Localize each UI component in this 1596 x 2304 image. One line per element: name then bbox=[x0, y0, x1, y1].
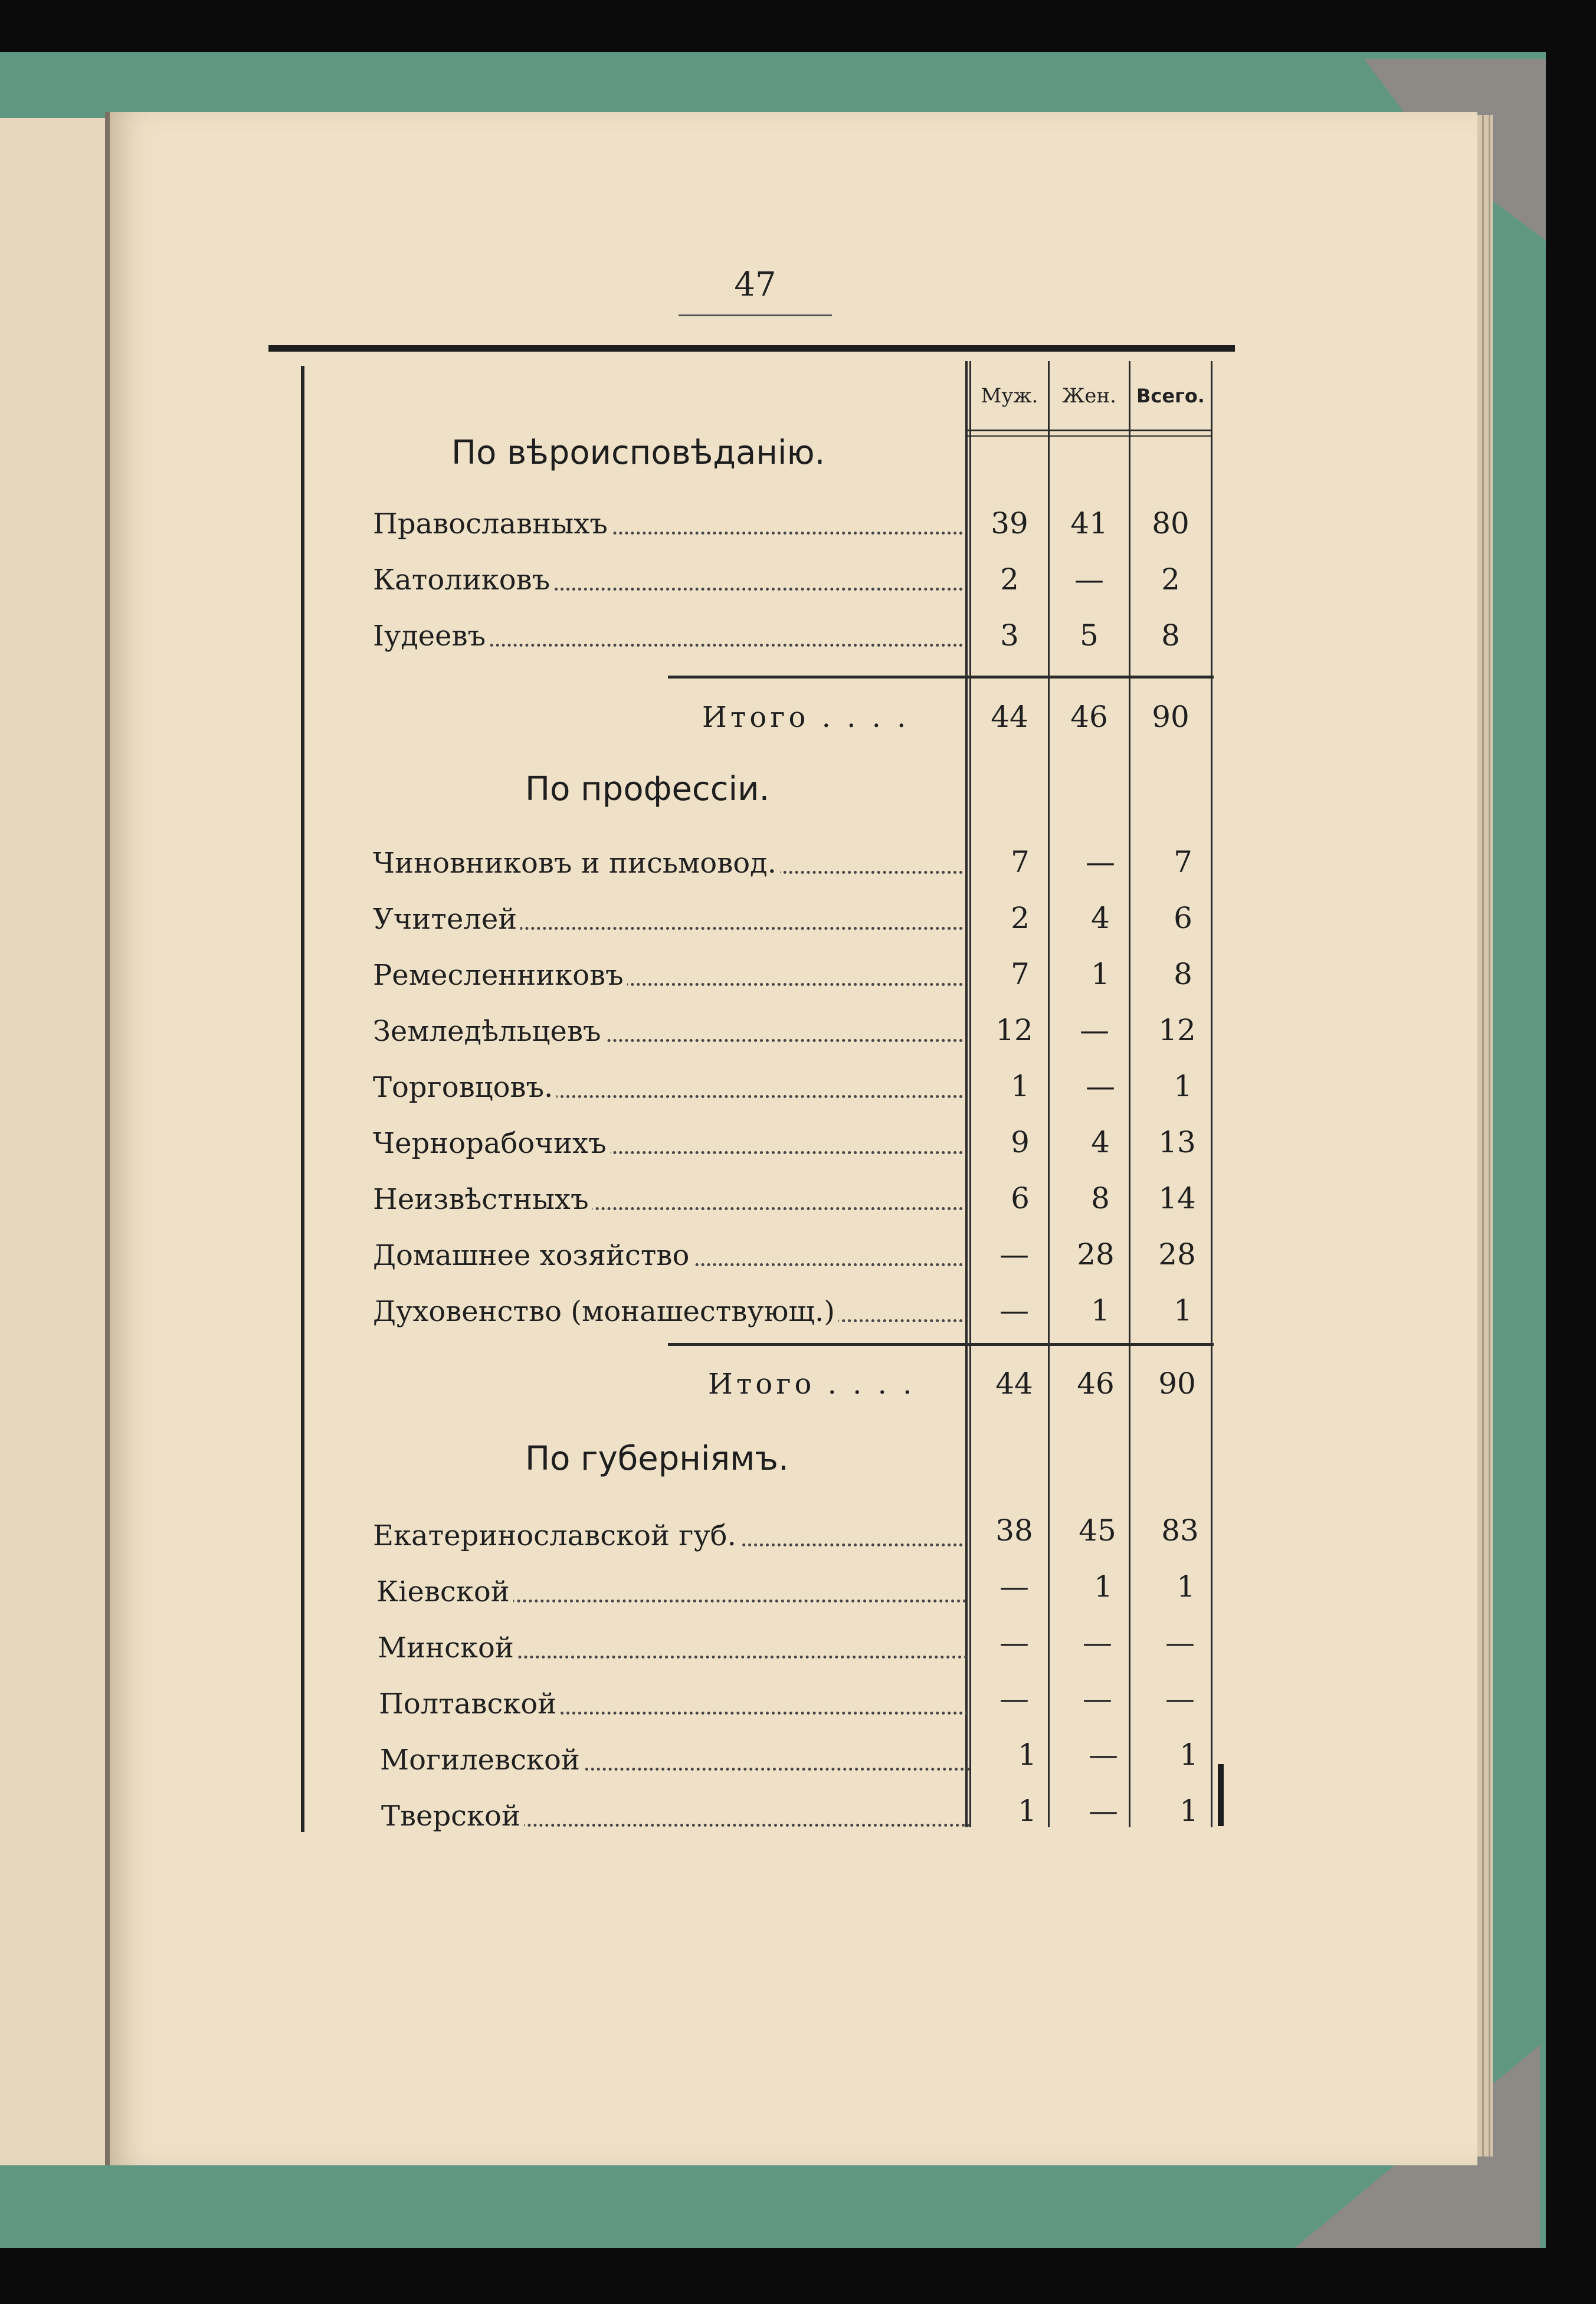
table-cell: 1 bbox=[1091, 957, 1110, 991]
table-cell: 1 bbox=[1174, 1293, 1192, 1328]
table-cell: — bbox=[999, 1569, 1029, 1604]
table-row-label: Минской bbox=[378, 1631, 968, 1664]
table-row-label: Ремесленниковъ bbox=[373, 959, 963, 992]
section-title-provinces: По губерніямъ. bbox=[525, 1440, 789, 1478]
total-cell: 44 bbox=[991, 700, 1028, 734]
table-cell: 2 bbox=[1000, 562, 1019, 597]
table-cell: 5 bbox=[1080, 618, 1099, 653]
table-cell: 12 bbox=[995, 1013, 1033, 1047]
table-row-label: Земледѣльцевъ bbox=[373, 1015, 963, 1048]
total-row-label: Итого . . . . bbox=[702, 701, 910, 734]
table-cell: — bbox=[1086, 845, 1115, 879]
table-cell: 1 bbox=[1174, 1069, 1192, 1103]
table-top-rule bbox=[268, 345, 1235, 352]
table-cell: — bbox=[1083, 1682, 1112, 1716]
table-cell: 1 bbox=[1018, 1794, 1037, 1828]
total-cell: 46 bbox=[1077, 1366, 1115, 1401]
table-cell: 1 bbox=[1179, 1738, 1198, 1772]
table-cell: — bbox=[1089, 1738, 1118, 1772]
table-cell: 7 bbox=[1174, 845, 1192, 879]
section-title-profession: По профессіи. bbox=[525, 770, 770, 808]
table-cell: 28 bbox=[1158, 1237, 1196, 1271]
facing-page bbox=[0, 118, 116, 2165]
table-cell: 39 bbox=[991, 506, 1028, 540]
table-cell: 83 bbox=[1161, 1513, 1199, 1548]
table-row-label: Торговцовъ. bbox=[373, 1071, 963, 1104]
table-cell: — bbox=[999, 1625, 1029, 1660]
total-cell: 90 bbox=[1152, 700, 1189, 734]
table-row-label: Полтавской bbox=[379, 1687, 969, 1720]
table-cell: 80 bbox=[1152, 506, 1189, 540]
table-cell: 1 bbox=[1176, 1569, 1195, 1604]
table-cell: — bbox=[999, 1682, 1029, 1716]
table-cell: 1 bbox=[1179, 1794, 1198, 1828]
table-cell: — bbox=[1080, 1013, 1109, 1047]
header-rule bbox=[968, 435, 1212, 437]
table-row-label: Екатеринославской губ. bbox=[373, 1519, 963, 1552]
column-header-total: Всего. bbox=[1136, 385, 1205, 407]
table-row-label: Католиковъ bbox=[373, 563, 963, 597]
table-cell: 3 bbox=[1000, 618, 1019, 653]
column-header-male: Муж. bbox=[981, 384, 1038, 408]
subtotal-rule bbox=[668, 676, 1214, 679]
total-cell: 90 bbox=[1158, 1366, 1196, 1401]
table-cell: 1 bbox=[1094, 1569, 1113, 1604]
table-left-border bbox=[301, 366, 304, 1832]
table-row-label: Могилевской bbox=[380, 1743, 970, 1777]
column-header-female: Жен. bbox=[1062, 384, 1116, 408]
table-cell: 1 bbox=[1018, 1738, 1037, 1772]
table-cell: — bbox=[1074, 562, 1104, 597]
table-cell: 8 bbox=[1161, 618, 1180, 653]
total-row-label: Итого . . . . bbox=[708, 1368, 916, 1401]
table-cell: 7 bbox=[1011, 845, 1030, 879]
table-cell: — bbox=[999, 1237, 1029, 1271]
table-row-label: Чиновниковъ и письмовод. bbox=[373, 847, 963, 880]
page-number: 47 bbox=[734, 266, 776, 304]
table-row-label: Кіевской bbox=[376, 1575, 966, 1608]
table-row-label: Тверской bbox=[381, 1800, 971, 1833]
table-row-label: Неизвѣстныхъ bbox=[373, 1183, 963, 1216]
table-cell: 1 bbox=[1011, 1069, 1030, 1103]
table-cell: 12 bbox=[1158, 1013, 1196, 1047]
table-cell: 4 bbox=[1091, 1125, 1110, 1159]
table-cell: — bbox=[1083, 1625, 1112, 1660]
table-cell: 9 bbox=[1011, 1125, 1030, 1159]
table-cell: — bbox=[999, 1293, 1029, 1328]
table-row-label: Духовенство (монашествующ.) bbox=[373, 1295, 963, 1328]
table-cell: 38 bbox=[995, 1513, 1033, 1548]
page-number-rule bbox=[679, 314, 832, 316]
table-cell: 4 bbox=[1091, 901, 1110, 935]
table-cell: 8 bbox=[1174, 957, 1192, 991]
table-cell: — bbox=[1089, 1794, 1118, 1828]
table-row-label: Чернорабочихъ bbox=[373, 1127, 963, 1160]
table-row-label: Домашнее хозяйство bbox=[373, 1239, 963, 1272]
table-cell: 8 bbox=[1091, 1181, 1110, 1215]
table-row-label: Православныхъ bbox=[373, 507, 963, 540]
table-cell: — bbox=[1165, 1682, 1195, 1716]
table-cell: 6 bbox=[1174, 901, 1192, 935]
total-cell: 44 bbox=[995, 1366, 1033, 1401]
table-row-label: Учителей bbox=[373, 903, 963, 936]
section-title-religion: По вѣроисповѣданію. bbox=[451, 434, 825, 472]
table-cell: 6 bbox=[1011, 1181, 1030, 1215]
header-rule bbox=[968, 430, 1212, 431]
table-row-label: Іудеевъ bbox=[373, 620, 963, 653]
table-cell: — bbox=[1165, 1625, 1195, 1660]
table-cell: 45 bbox=[1079, 1513, 1116, 1548]
table-cell: 1 bbox=[1091, 1293, 1110, 1328]
table-cell: 13 bbox=[1158, 1125, 1196, 1159]
table-cell: 2 bbox=[1011, 901, 1030, 935]
total-cell: 46 bbox=[1070, 700, 1108, 734]
table-cell: 14 bbox=[1158, 1181, 1196, 1215]
table-cell: 28 bbox=[1077, 1237, 1115, 1271]
table-cell: 41 bbox=[1070, 506, 1108, 540]
table-cell: 2 bbox=[1161, 562, 1180, 597]
subtotal-rule bbox=[668, 1343, 1214, 1346]
table-cell: — bbox=[1086, 1069, 1115, 1103]
table-cell: 7 bbox=[1011, 957, 1030, 991]
